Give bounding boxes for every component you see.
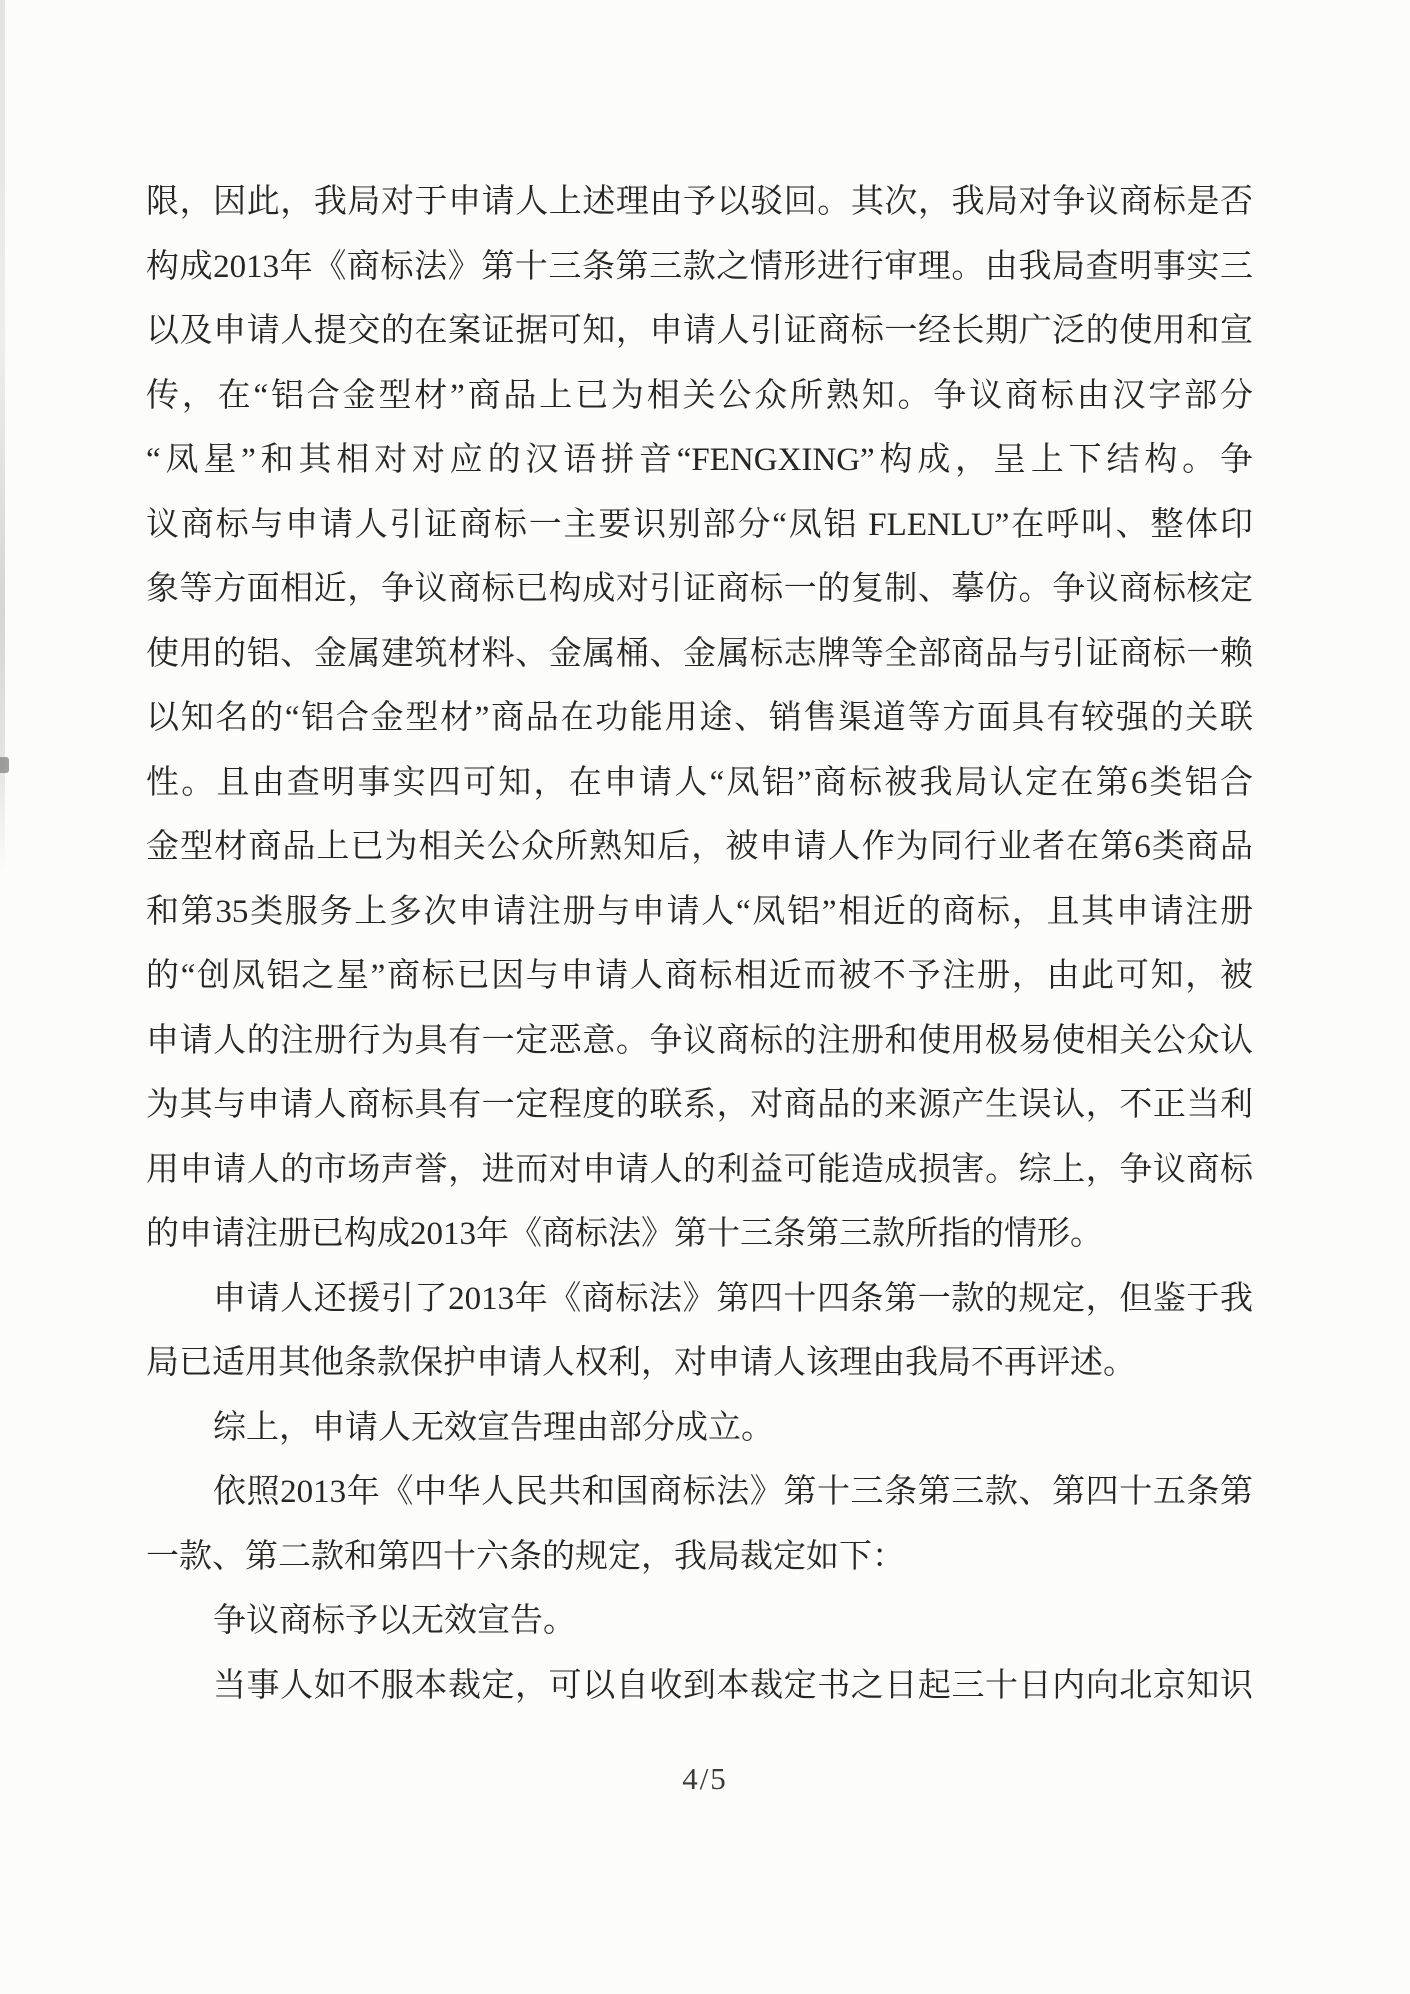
text-line: 象等方面相近，争议商标已构成对引证商标一的复制、摹仿。争议商标核定 bbox=[146, 571, 1253, 607]
text-line: 传，在“铝合金型材”商品上已为相关公众所熟知。争议商标由汉字部分 bbox=[146, 377, 1253, 414]
text-line: 以及申请人提交的在案证据可知，申请人引证商标一经长期广泛的使用和宣 bbox=[146, 313, 1253, 349]
text-line: 用申请人的市场声誉，进而对申请人的利益可能造成损害。综上，争议商标 bbox=[146, 1151, 1253, 1188]
text-line: 为其与申请人商标具有一定程度的联系，对商品的来源产生误认，不正当利 bbox=[146, 1087, 1253, 1123]
text-line: 金型材商品上已为相关公众所熟知后，被申请人作为同行业者在第6类商品 bbox=[146, 829, 1253, 865]
text-line-paragraph-start: 当事人如不服本裁定，可以自收到本裁定书之日起三十日内向北京知识 bbox=[213, 1667, 1253, 1704]
text-line-paragraph-end: 一款、第二款和第四十六条的规定，我局裁定如下： bbox=[146, 1538, 905, 1575]
page-number: 4/5 bbox=[682, 1761, 728, 1796]
text-line: 使用的铝、金属建筑材料、金属桶、金属标志牌等全部商品与引证商标一赖 bbox=[146, 635, 1253, 672]
text-line: “凤星”和其相对对应的汉语拼音“FENGXING”构成，呈上下结构。争 bbox=[146, 442, 1253, 478]
text-line: 构成2013年《商标法》第十三条第三款之情形进行审理。由我局查明事实三 bbox=[146, 248, 1253, 285]
document-body bbox=[146, 170, 1253, 1718]
text-line-paragraph-end: 局已适用其他条款保护申请人权利，对申请人该理由我局不再评述。 bbox=[146, 1345, 1136, 1381]
text-line-paragraph-start: 依照2013年《中华人民共和国商标法》第十三条第三款、第四十五条第 bbox=[213, 1474, 1253, 1510]
text-line: 限，因此，我局对于申请人上述理由予以驳回。其次，我局对争议商标是否 bbox=[146, 184, 1253, 220]
text-line-paragraph: 综上，申请人无效宣告理由部分成立。 bbox=[213, 1409, 774, 1446]
text-line-paragraph-end: 的申请注册已构成2013年《商标法》第十三条第三款所指的情形。 bbox=[146, 1216, 1103, 1252]
text-line: 以知名的“铝合金型材”商品在功能用途、销售渠道等方面具有较强的关联 bbox=[146, 700, 1253, 736]
text-line: 申请人的注册行为具有一定恶意。争议商标的注册和使用极易使相关公众认 bbox=[146, 1022, 1253, 1059]
text-line: 议商标与申请人引证商标一主要识别部分“凤铝 FLENLU”在呼叫、整体印 bbox=[146, 506, 1253, 543]
text-line-paragraph-start: 申请人还援引了2013年《商标法》第四十四条第一款的规定，但鉴于我 bbox=[213, 1280, 1253, 1317]
scan-artifact-left-edge bbox=[0, 0, 5, 872]
text-line: 性。且由查明事实四可知，在申请人“凤铝”商标被我局认定在第6类铝合 bbox=[146, 764, 1253, 801]
text-line: 的“创凤铝之星”商标已因与申请人商标相近而被不予注册，由此可知，被 bbox=[146, 958, 1253, 994]
text-line-paragraph: 争议商标予以无效宣告。 bbox=[213, 1603, 576, 1639]
scan-artifact-mark bbox=[0, 757, 9, 773]
text-line: 和第35类服务上多次申请注册与申请人“凤铝”相近的商标，且其申请注册 bbox=[146, 893, 1253, 930]
